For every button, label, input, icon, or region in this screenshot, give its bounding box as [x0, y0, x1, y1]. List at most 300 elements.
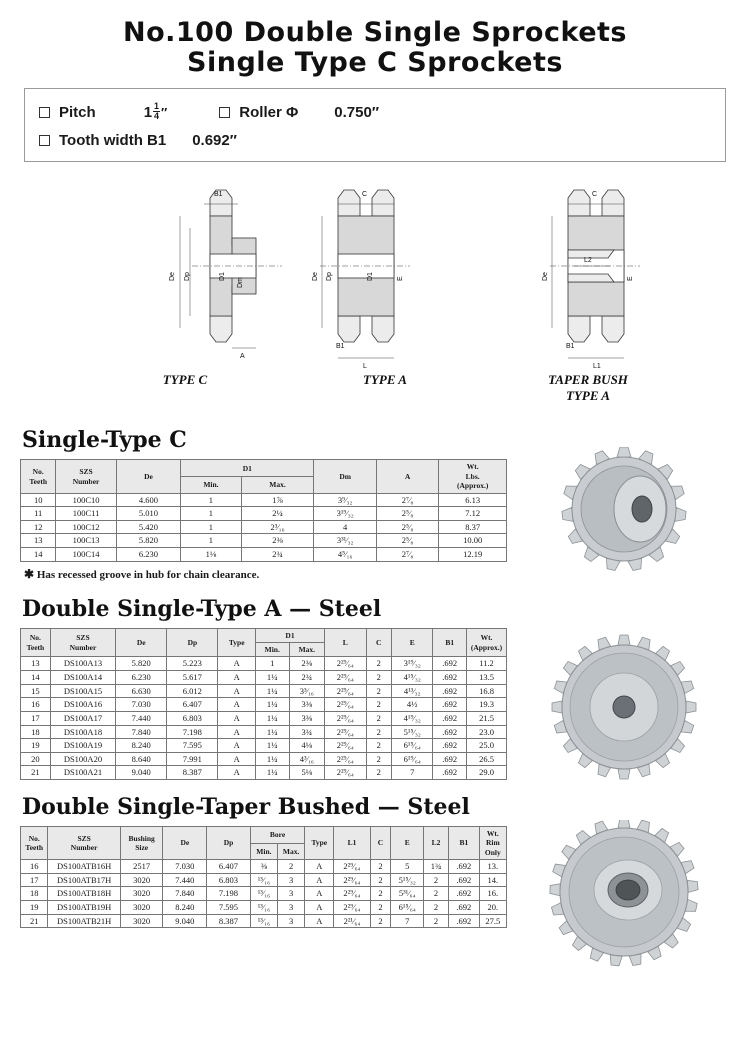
cell-b1: .692 — [448, 914, 479, 928]
cell-e: 6¹⁵⁄₆₄ — [392, 739, 433, 753]
cell-l: 2²⁹⁄₆₄ — [325, 711, 366, 725]
cell-teeth: 21 — [21, 914, 48, 928]
cell-szs: DS100A14 — [50, 671, 115, 685]
cell-teeth: 19 — [21, 901, 48, 915]
cell-type: A — [305, 873, 334, 887]
cell-bushing: 3020 — [120, 901, 163, 915]
cell-c: 2 — [366, 684, 392, 698]
cell-e: 7 — [392, 766, 433, 780]
th-e: E — [392, 628, 433, 657]
th-wt: Wt. Lbs. (Approx.) — [439, 460, 507, 493]
cell-dp: 6.803 — [207, 873, 251, 887]
table-row — [21, 534, 507, 548]
cell-de: 8.240 — [116, 739, 167, 753]
cell-e: 5¹⁵⁄₃₂ — [392, 725, 433, 739]
cell-type: A — [218, 711, 255, 725]
cell-max: 5⅛ — [289, 766, 325, 780]
table-row — [21, 725, 507, 739]
th-a: A — [376, 460, 438, 493]
cell-szs: DS100A17 — [50, 711, 115, 725]
cell-max: 3⅜ — [289, 698, 325, 712]
cell-max: 2¼ — [241, 507, 314, 521]
cell-max: 3 — [278, 914, 305, 928]
th-d1-min: Min. — [181, 477, 241, 494]
cell-de: 5.420 — [116, 520, 181, 534]
cell-szs: DS100A21 — [50, 766, 115, 780]
cell-dp: 7.198 — [207, 887, 251, 901]
cell-l1: 2²⁹⁄₆₄ — [334, 887, 370, 901]
section-single-type-c — [20, 459, 730, 561]
cell-c: 2 — [370, 914, 391, 928]
cell-wt: 10.00 — [439, 534, 507, 548]
caption-taper-bush-1: TAPER BUSH — [548, 372, 628, 388]
cell-l1: 2²⁹⁄₆₄ — [334, 860, 370, 874]
cell-dm: 4⁵⁄₁₆ — [314, 548, 376, 562]
cell-type: A — [218, 657, 255, 671]
table-row — [21, 493, 507, 507]
cell-b1: .692 — [433, 698, 467, 712]
cell-b1: .692 — [433, 711, 467, 725]
cell-min: ¹³⁄₁₆ — [250, 914, 277, 928]
cell-wt: 23.0 — [467, 725, 507, 739]
th-szs: SZS Number — [50, 628, 115, 657]
th-type: Type — [218, 628, 255, 657]
value-roller: 0.750″ — [334, 104, 380, 122]
table-body-double-single-type-a — [21, 657, 507, 780]
cell-de: 6.230 — [116, 548, 181, 562]
cell-b1: .692 — [433, 752, 467, 766]
cell-de: 7.440 — [116, 711, 167, 725]
cell-max: 2⅜ — [241, 534, 314, 548]
cell-min: 1 — [181, 493, 241, 507]
th-d1: D1 — [255, 628, 324, 642]
table-row — [21, 887, 507, 901]
cell-wt: 19.3 — [467, 698, 507, 712]
cell-wt: 8.37 — [439, 520, 507, 534]
cell-szs: 100C13 — [56, 534, 116, 548]
cell-c: 2 — [370, 873, 391, 887]
taper-bush-svg — [510, 176, 710, 376]
cell-e: 4¹⁵⁄₃₂ — [392, 671, 433, 685]
cell-e: 4¹³⁄₃₂ — [392, 684, 433, 698]
cell-szs: DS100ATB16H — [48, 860, 120, 874]
th-bore: Bore — [250, 827, 304, 844]
cell-b1: .692 — [433, 657, 467, 671]
checkbox-roller[interactable] — [219, 107, 230, 118]
cell-e: 4¹⁹⁄₃₂ — [392, 711, 433, 725]
cell-l2: 1¾ — [424, 860, 449, 874]
cell-teeth: 13 — [21, 534, 56, 548]
dim-b1-c: B1 — [214, 191, 223, 199]
th-de: De — [116, 460, 181, 493]
cell-teeth: 17 — [21, 711, 51, 725]
cell-wt: 6.13 — [439, 493, 507, 507]
cell-de: 7.840 — [163, 887, 207, 901]
cell-wt: 25.0 — [467, 739, 507, 753]
cell-teeth: 11 — [21, 507, 56, 521]
dim-de-t: De — [542, 272, 549, 282]
cell-e: 6¹⁵⁄₆₄ — [391, 901, 424, 915]
heading-double-single-taper-bushed: Double Single-Taper Bushed — Steel — [22, 794, 470, 821]
cell-de: 4.600 — [116, 493, 181, 507]
spec-box — [24, 88, 726, 162]
cell-max: 2⅜ — [289, 657, 325, 671]
th-d1-min: Min. — [255, 643, 289, 657]
cell-szs: DS100ATB18H — [48, 887, 120, 901]
caption-type-a: TYPE A — [363, 372, 407, 388]
th-teeth: No. Teeth — [21, 628, 51, 657]
cell-c: 2 — [366, 671, 392, 685]
cell-max: 2 — [278, 860, 305, 874]
cell-dp: 7.198 — [167, 725, 218, 739]
cell-a: 2⁵⁄₈ — [376, 507, 438, 521]
cell-teeth: 20 — [21, 752, 51, 766]
th-l2: L2 — [424, 827, 449, 860]
cell-max: 1⅞ — [241, 493, 314, 507]
sprocket-photo-1-svg — [518, 447, 730, 572]
cell-min: 1 — [181, 534, 241, 548]
cell-l: 2²⁹⁄₆₄ — [325, 725, 366, 739]
cell-wt: 27.5 — [479, 914, 506, 928]
cell-min: ¹³⁄₁₆ — [250, 901, 277, 915]
th-de: De — [116, 628, 167, 657]
cell-l1: 2²⁹⁄₆₄ — [334, 873, 370, 887]
cell-szs: DS100A19 — [50, 739, 115, 753]
dim-l1-t: L1 — [593, 363, 601, 371]
table-row — [21, 711, 507, 725]
drawing-type-c — [92, 176, 292, 376]
table-row — [21, 684, 507, 698]
th-c: C — [366, 628, 392, 657]
cell-szs: DS100ATB21H — [48, 914, 120, 928]
cell-e: 3¹⁹⁄₃₂ — [392, 657, 433, 671]
cell-e: 5 — [391, 860, 424, 874]
dim-l2-t: L2 — [584, 257, 592, 265]
table-body-double-single-taper-bushed — [21, 860, 507, 928]
cell-c: 2 — [366, 766, 392, 780]
cell-l1: 2²⁹⁄₆₄ — [334, 901, 370, 915]
cell-type: A — [218, 684, 255, 698]
photo-single-type-c-sprocket — [518, 447, 730, 572]
cell-a: 2⁵⁄₈ — [376, 534, 438, 548]
cell-e: 4½ — [392, 698, 433, 712]
cell-teeth: 14 — [21, 671, 51, 685]
cell-dp: 6.803 — [167, 711, 218, 725]
cell-szs: DS100A20 — [50, 752, 115, 766]
dim-d1-c: D1 — [219, 272, 226, 282]
cell-min: 1⅛ — [181, 548, 241, 562]
th-bore-min: Min. — [250, 843, 277, 860]
sprocket-photo-2-svg — [520, 634, 732, 784]
cell-min: ¹³⁄₁₆ — [250, 887, 277, 901]
cell-l: 2²⁹⁄₆₄ — [325, 684, 366, 698]
cell-szs: 100C10 — [56, 493, 116, 507]
cell-szs: DS100ATB17H — [48, 873, 120, 887]
page-title — [20, 18, 730, 78]
cell-e: 6¹⁹⁄₆₄ — [392, 752, 433, 766]
dim-b1-t: B1 — [566, 343, 575, 351]
cell-dp: 7.991 — [167, 752, 218, 766]
table-body-single-type-c — [21, 493, 507, 561]
table-row — [21, 507, 507, 521]
cell-wt: 20. — [479, 901, 506, 915]
cell-l2: 2 — [424, 901, 449, 915]
cell-type: A — [218, 739, 255, 753]
cell-type: A — [305, 901, 334, 915]
cell-dm: 3³¹⁄₃₂ — [314, 534, 376, 548]
th-type: Type — [305, 827, 334, 860]
table-double-single-type-a — [20, 628, 507, 780]
dim-c-a: C — [362, 191, 368, 199]
footnote-text: Has recessed groove in hub for chain clearance. — [36, 568, 260, 581]
cell-c: 2 — [366, 725, 392, 739]
cell-szs: DS100A15 — [50, 684, 115, 698]
th-szs: SZS Number — [48, 827, 120, 860]
cell-min: 1¼ — [255, 725, 289, 739]
cell-dm: 3⁹⁄₃₂ — [314, 493, 376, 507]
cell-de: 6.230 — [116, 671, 167, 685]
cell-b1: .692 — [448, 860, 479, 874]
cell-szs: DS100A18 — [50, 725, 115, 739]
cell-teeth: 14 — [21, 548, 56, 562]
sprocket-photo-3-svg — [518, 820, 732, 970]
th-dp: Dp — [167, 628, 218, 657]
table-row — [21, 860, 507, 874]
cell-min: 1 — [181, 507, 241, 521]
cell-min: 1¼ — [255, 698, 289, 712]
cell-c: 2 — [366, 739, 392, 753]
table-row — [21, 914, 507, 928]
cell-teeth: 18 — [21, 725, 51, 739]
dim-d1-a: D1 — [367, 272, 374, 282]
cell-de: 8.640 — [116, 752, 167, 766]
heading-single-type-c: Single-Type C — [22, 427, 187, 454]
title-line-2: Single Type C Sprockets — [187, 47, 563, 79]
spec-row-tooth-width — [39, 132, 711, 149]
cell-b1: .692 — [433, 684, 467, 698]
cell-dp: 6.407 — [207, 860, 251, 874]
cell-de: 5.820 — [116, 534, 181, 548]
table-row — [21, 698, 507, 712]
cell-wt: 21.5 — [467, 711, 507, 725]
cell-max: 4³⁄₁₆ — [289, 752, 325, 766]
cell-wt: 11.2 — [467, 657, 507, 671]
th-d1-max: Max. — [241, 477, 314, 494]
cell-type: A — [305, 914, 334, 928]
cell-l: 2²⁹⁄₆₄ — [325, 739, 366, 753]
photo-double-single-type-a-sprocket — [520, 634, 732, 784]
th-dm: Dm — [314, 460, 376, 493]
table-row — [21, 548, 507, 562]
cell-teeth: 18 — [21, 887, 48, 901]
cell-szs: DS100A13 — [50, 657, 115, 671]
caption-type-c: TYPE C — [162, 372, 208, 388]
cell-max: 2³⁄₁₆ — [241, 520, 314, 534]
caption-taper-bush-2: TYPE A — [566, 388, 610, 404]
cell-de: 5.010 — [116, 507, 181, 521]
cell-dp: 5.617 — [167, 671, 218, 685]
dim-e-t: E — [627, 276, 634, 282]
cell-min: 1¼ — [255, 711, 289, 725]
cell-szs: 100C12 — [56, 520, 116, 534]
cell-teeth: 13 — [21, 657, 51, 671]
value-pitch-unit: ″ — [161, 105, 168, 121]
cell-l: 2²⁹⁄₆₄ — [325, 671, 366, 685]
cell-max: 2¾ — [289, 671, 325, 685]
cell-l: 2²⁹⁄₆₄ — [325, 657, 366, 671]
cell-teeth: 16 — [21, 698, 51, 712]
drawing-type-a — [310, 176, 510, 376]
cell-type: A — [218, 698, 255, 712]
cell-wt: 13. — [479, 860, 506, 874]
table-row — [21, 671, 507, 685]
checkbox-tooth-width[interactable] — [39, 135, 50, 146]
cell-szs: 100C11 — [56, 507, 116, 521]
cell-teeth: 12 — [21, 520, 56, 534]
dim-l-a: L — [363, 363, 367, 371]
th-dp: Dp — [207, 827, 251, 860]
cell-b1: .692 — [448, 887, 479, 901]
cell-b1: .692 — [433, 725, 467, 739]
cell-teeth: 17 — [21, 873, 48, 887]
type-c-svg — [92, 176, 292, 376]
cell-de: 6.630 — [116, 684, 167, 698]
cell-b1: .692 — [448, 901, 479, 915]
cell-dp: 8.387 — [207, 914, 251, 928]
cell-dm: 3¹⁹⁄₃₂ — [314, 507, 376, 521]
cell-type: A — [305, 887, 334, 901]
cell-de: 9.040 — [163, 914, 207, 928]
cell-b1: .692 — [448, 873, 479, 887]
table-row — [21, 520, 507, 534]
cell-a: 2⁷⁄₈ — [376, 548, 438, 562]
table-row — [21, 739, 507, 753]
cell-de: 7.440 — [163, 873, 207, 887]
drawing-taper-bush — [510, 176, 710, 376]
cell-de: 8.240 — [163, 901, 207, 915]
cell-teeth: 10 — [21, 493, 56, 507]
cell-szs: DS100A16 — [50, 698, 115, 712]
cell-b1: .692 — [433, 739, 467, 753]
table-double-single-taper-bushed — [20, 826, 507, 928]
photo-taper-bushed-sprocket — [518, 820, 732, 970]
cell-c: 2 — [366, 657, 392, 671]
cell-a: 2⁷⁄₈ — [376, 493, 438, 507]
cell-e: 5¹⁵⁄₃₂ — [391, 873, 424, 887]
label-pitch: Pitch — [59, 104, 96, 122]
cell-type: A — [218, 752, 255, 766]
cell-teeth: 21 — [21, 766, 51, 780]
cell-max: 3⅜ — [289, 711, 325, 725]
value-tooth-width: 0.692″ — [192, 132, 237, 150]
cell-l2: 2 — [424, 873, 449, 887]
cell-dp: 8.387 — [167, 766, 218, 780]
dim-dp-c: Dp — [184, 272, 191, 282]
cell-szs: 100C14 — [56, 548, 116, 562]
cell-max: 4⅛ — [289, 739, 325, 753]
cell-bushing: 3020 — [120, 873, 163, 887]
cell-dp: 6.407 — [167, 698, 218, 712]
cell-wt: 13.5 — [467, 671, 507, 685]
cell-dp: 6.012 — [167, 684, 218, 698]
th-szs: SZS Number — [56, 460, 116, 493]
drawings-row — [20, 176, 730, 421]
cell-dp: 7.595 — [207, 901, 251, 915]
th-b1: B1 — [448, 827, 479, 860]
table-single-type-c — [20, 459, 507, 561]
th-wt: Wt. Rim Only — [479, 827, 506, 860]
footnote-recessed-groove: ✱ Has recessed groove in hub for chain clearance. — [24, 566, 260, 581]
cell-de: 5.820 — [116, 657, 167, 671]
th-teeth: No. Teeth — [21, 460, 56, 493]
dim-de-c: De — [169, 272, 176, 282]
cell-l: 2²⁹⁄₆₄ — [325, 698, 366, 712]
cell-wt: 26.5 — [467, 752, 507, 766]
cell-teeth: 19 — [21, 739, 51, 753]
value-pitch-whole: 1 — [143, 104, 153, 122]
value-pitch-fraction: $\frac{1}{4}$ — [154, 101, 160, 122]
cell-min: 1 — [255, 657, 289, 671]
cell-l: 2²⁹⁄₆₄ — [325, 766, 366, 780]
cell-szs: DS100ATB19H — [48, 901, 120, 915]
th-l1: L1 — [334, 827, 370, 860]
cell-e: 7 — [391, 914, 424, 928]
cell-teeth: 16 — [21, 860, 48, 874]
th-e: E — [391, 827, 424, 860]
label-roller: Roller Φ — [239, 104, 299, 122]
checkbox-pitch[interactable] — [39, 107, 50, 118]
cell-l1: 2²¹⁄₆₄ — [334, 914, 370, 928]
cell-type: A — [218, 725, 255, 739]
cell-c: 2 — [370, 887, 391, 901]
dim-e-a: E — [397, 276, 404, 282]
cell-type: A — [305, 860, 334, 874]
table-row — [21, 752, 507, 766]
th-b1: B1 — [433, 628, 467, 657]
table-row — [21, 901, 507, 915]
cell-dp: 5.223 — [167, 657, 218, 671]
cell-min: 1¼ — [255, 752, 289, 766]
cell-max: 3 — [278, 887, 305, 901]
cell-e: 5³¹⁄₆₄ — [391, 887, 424, 901]
section-double-single-taper-bushed — [20, 826, 730, 928]
cell-min: 1 — [181, 520, 241, 534]
cell-max: 2¾ — [241, 548, 314, 562]
dim-b1-a: B1 — [336, 343, 345, 351]
label-tooth-width: Tooth width B1 — [59, 132, 167, 150]
cell-c: 2 — [366, 698, 392, 712]
cell-max: 3¾ — [289, 725, 325, 739]
th-d1-max: Max. — [289, 643, 325, 657]
cell-wt: 16.8 — [467, 684, 507, 698]
cell-de: 9.040 — [116, 766, 167, 780]
section-double-single-type-a — [20, 628, 730, 780]
table-row — [21, 657, 507, 671]
th-de: De — [163, 827, 207, 860]
dim-dp-a: Dp — [326, 272, 333, 282]
cell-max: 3 — [278, 873, 305, 887]
cell-wt: 14. — [479, 873, 506, 887]
cell-wt: 16. — [479, 887, 506, 901]
cell-min: 1¼ — [255, 766, 289, 780]
cell-max: 3 — [278, 901, 305, 915]
cell-min: ¹³⁄₁₆ — [250, 873, 277, 887]
cell-de: 7.840 — [116, 725, 167, 739]
dim-de-a: De — [312, 272, 319, 282]
table-row — [21, 873, 507, 887]
type-a-svg — [310, 176, 510, 376]
cell-max: 3³⁄₁₆ — [289, 684, 325, 698]
